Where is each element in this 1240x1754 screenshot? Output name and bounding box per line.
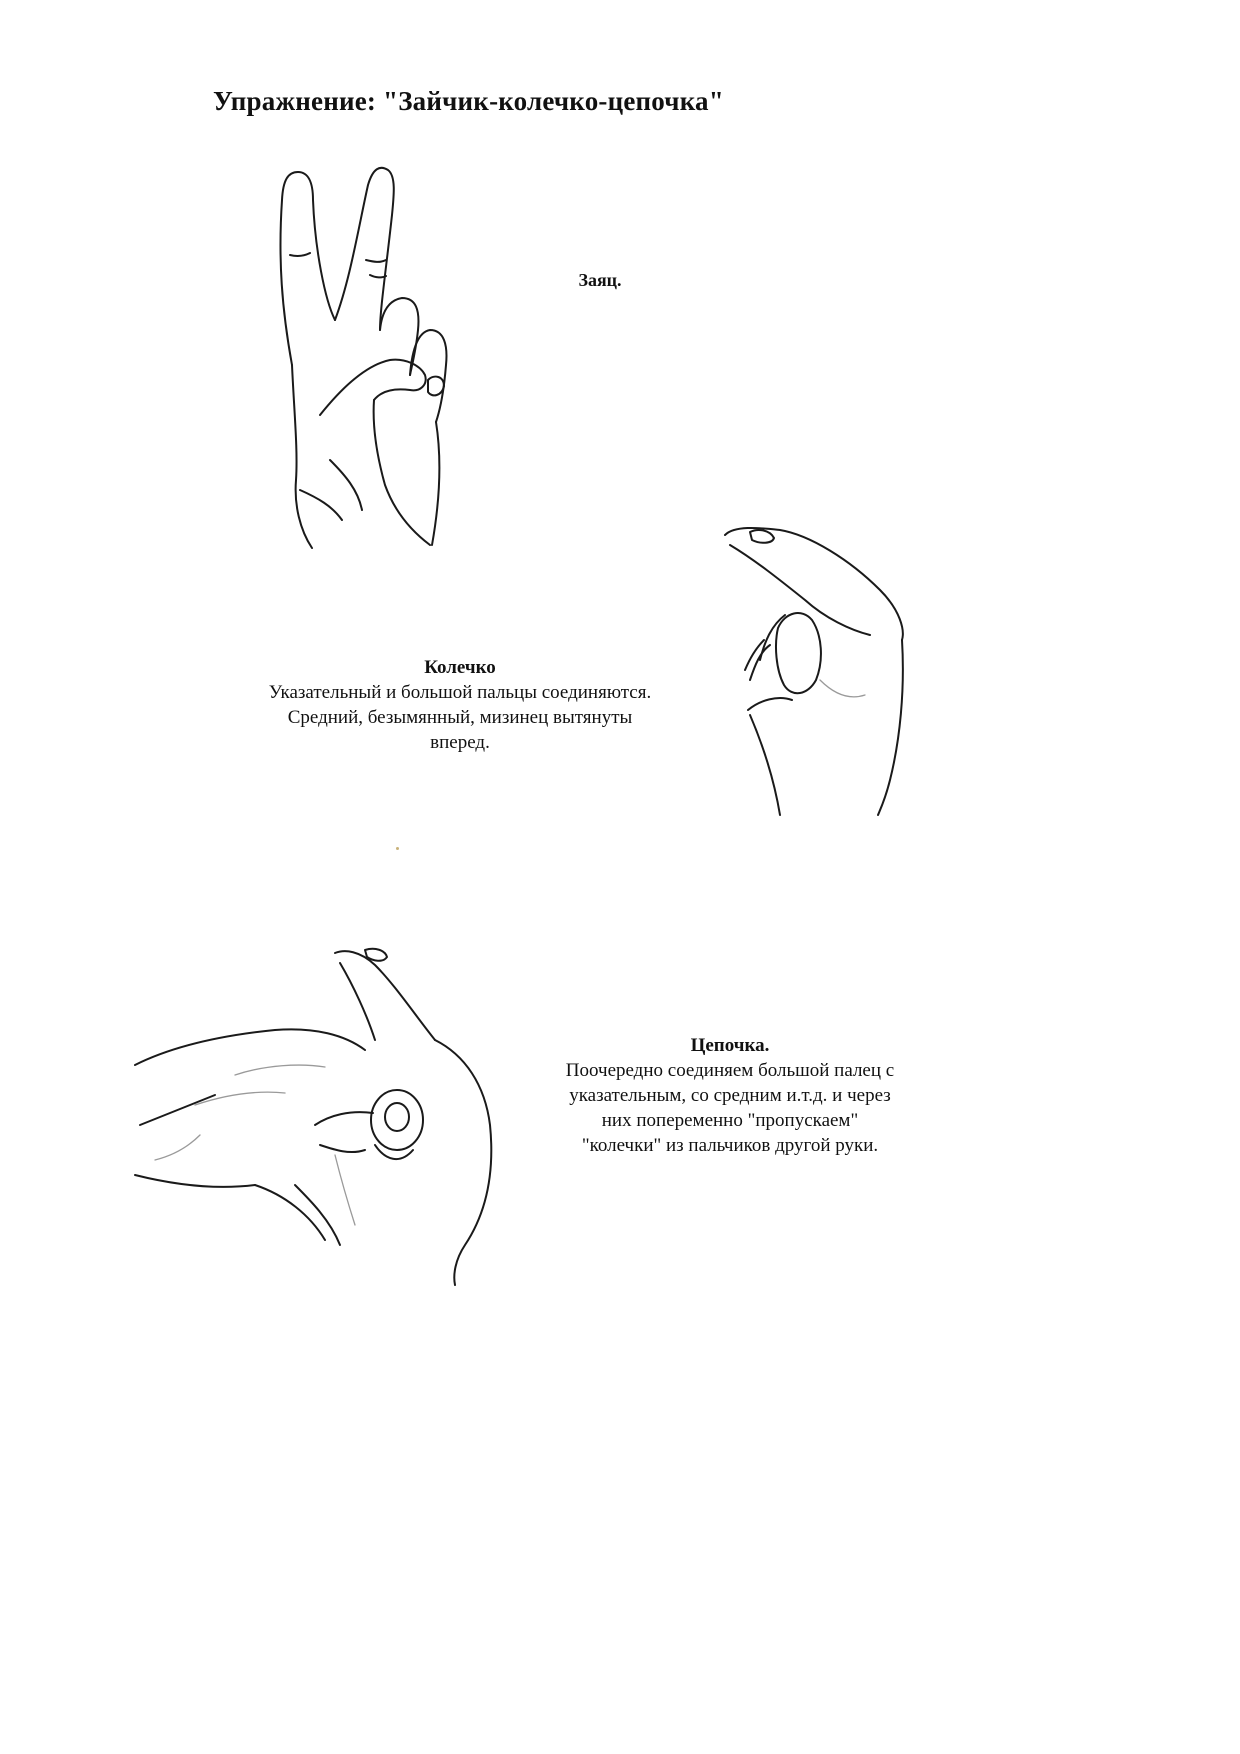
- hare-heading: Заяц.: [578, 270, 622, 290]
- ring-text-line: Средний, безымянный, мизинец вытянуты: [287, 707, 633, 728]
- chain-text-line: указательным, со средним и.т.д. и через: [569, 1085, 891, 1106]
- chain-hands-icon: [135, 945, 515, 1285]
- page-title: Упражнение: "Зайчик-колечко-цепочка": [213, 86, 724, 116]
- chain-heading: Цепочка.: [690, 1035, 770, 1056]
- hare-hand-icon: [270, 160, 490, 550]
- chain-text-line: них попеременно "пропускаем": [601, 1110, 859, 1131]
- chain-caption: [530, 1033, 930, 1158]
- ring-caption: [230, 655, 690, 755]
- scan-speck: [396, 847, 399, 850]
- chain-text-line: "колечки" из пальчиков другой руки.: [581, 1135, 879, 1156]
- ring-text-line: вперед.: [430, 732, 490, 753]
- ring-heading: Колечко: [424, 657, 496, 678]
- chain-text-line: Поочередно соединяем большой палец с: [565, 1060, 895, 1081]
- hare-caption: [540, 268, 660, 293]
- ring-hand-icon: [720, 520, 920, 820]
- ring-text-line: Указательный и большой пальцы соединяются.: [268, 682, 652, 703]
